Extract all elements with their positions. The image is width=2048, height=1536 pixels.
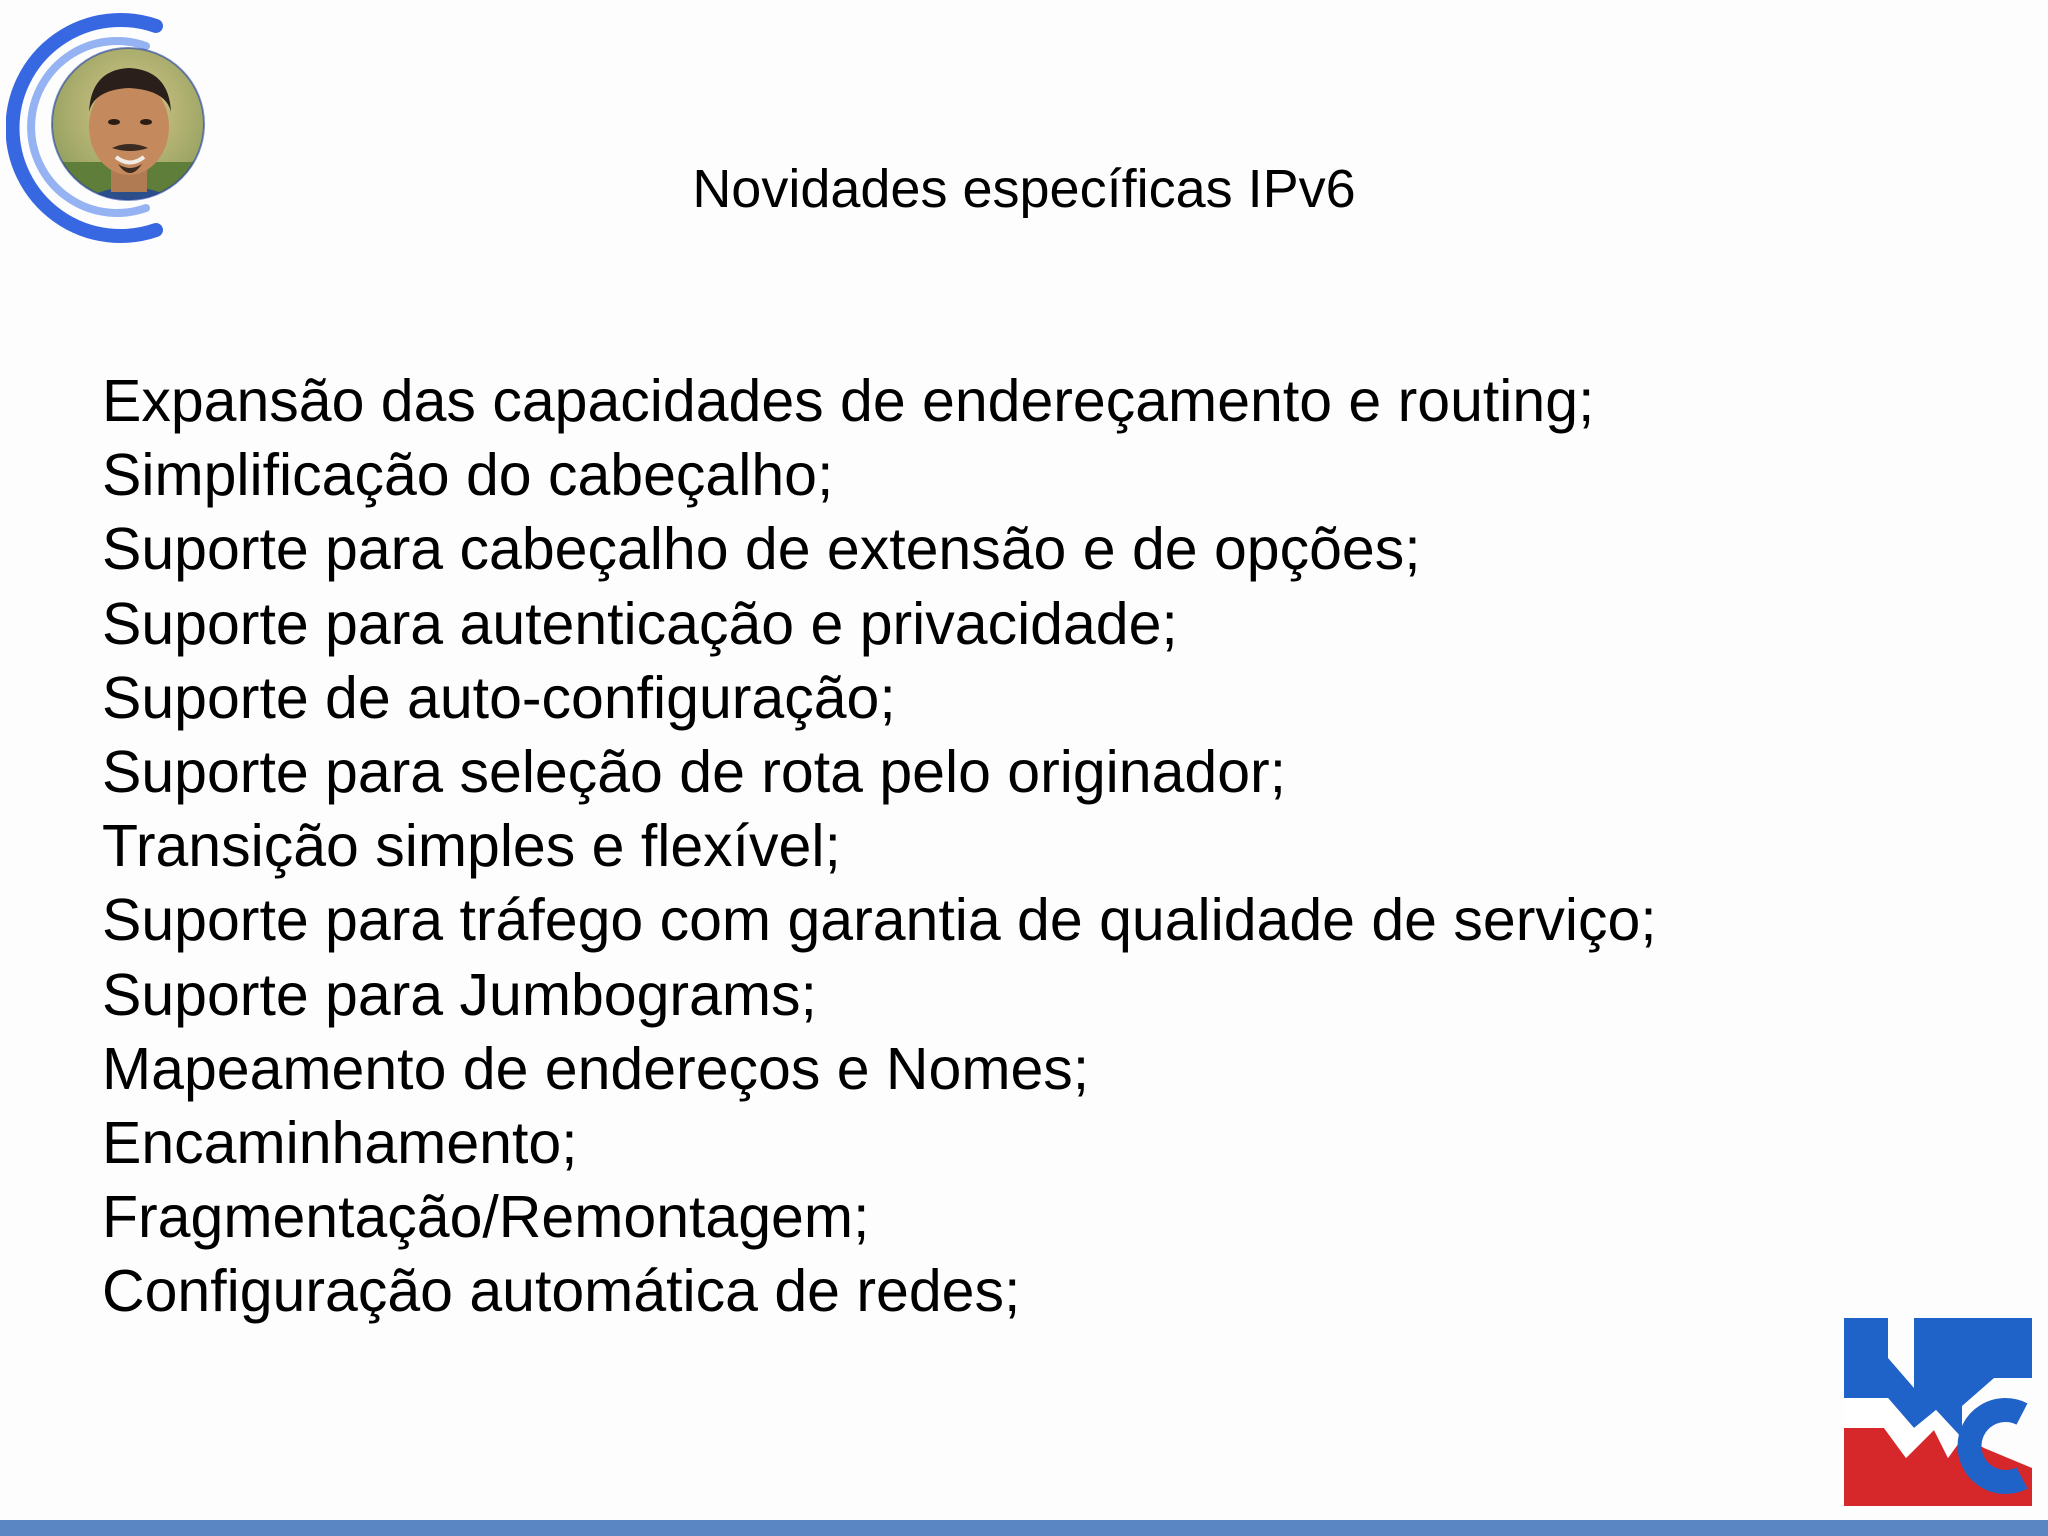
- list-item: Encaminhamento;: [102, 1110, 578, 1177]
- list-item: Suporte para seleção de rota pelo originador;: [102, 739, 1287, 806]
- list-item: Transição simples e flexível;: [102, 813, 841, 880]
- list-item: Suporte para cabeçalho de extensão e de opções;: [102, 516, 1421, 583]
- bottom-bar: [0, 1520, 2048, 1536]
- mc-logo: [1844, 1318, 2032, 1506]
- list-item: Suporte para autenticação e privacidade;: [102, 590, 1178, 657]
- mc-logo-icon: [1844, 1318, 2032, 1506]
- list-item: Expansão das capacidades de endereçamento e routing;: [102, 368, 1595, 434]
- list-item: Mapeamento de endereços e Nomes;: [102, 1035, 1090, 1102]
- list-item: Suporte para Jumbograms;: [102, 961, 817, 1028]
- list-item: Fragmentação/Remontagem;: [102, 1184, 870, 1251]
- slide-title: Novidades específicas IPv6: [692, 159, 1356, 219]
- list-item: Simplificação do cabeçalho;: [102, 442, 834, 509]
- feature-list: [102, 364, 1657, 1329]
- list-item: Suporte para tráfego com garantia de qualidade de serviço;: [102, 887, 1657, 954]
- list-item: Configuração automática de redes;: [102, 1258, 1021, 1325]
- list-item: Suporte de auto-configuração;: [102, 664, 896, 731]
